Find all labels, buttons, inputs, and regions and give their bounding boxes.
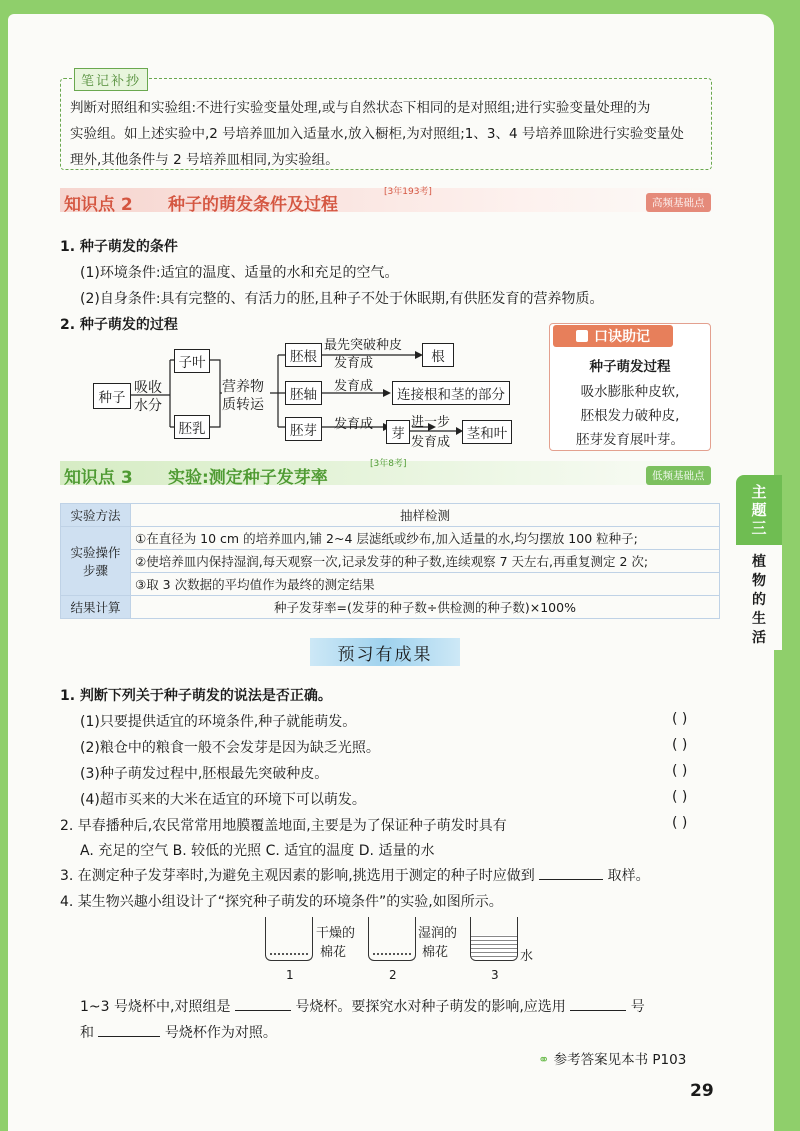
flow-hypocotyl: 胚轴 xyxy=(285,381,322,405)
answer-paren[interactable]: ( ) xyxy=(672,789,688,805)
flow-absorb-1: 吸收 xyxy=(134,380,162,396)
pencil-icon xyxy=(576,330,588,342)
note-line-1: 判断对照组和实验组:不进行实验变量处理,或与自然状态下相同的是对照组;进行实验变量处理的为 xyxy=(70,100,651,116)
result-header: 结果计算 xyxy=(61,596,131,619)
flow-arrow xyxy=(410,424,464,438)
beaker-2-label-2: 棉花 xyxy=(422,945,449,960)
water-fill xyxy=(471,935,517,960)
mnemonic-title xyxy=(553,325,673,347)
flow-absorb-2: 水分 xyxy=(134,398,162,414)
question-3-text: 3. 在测定种子发芽率时,为避免主观因素的影响,挑选用于测定的种子时应做到 xyxy=(60,868,535,884)
theme-char: 主 xyxy=(751,483,767,501)
flow-seed: 种子 xyxy=(93,383,131,409)
beaker-2-label-1: 湿润的 xyxy=(418,926,458,941)
theme-title-char: 的 xyxy=(752,592,766,608)
experiment-table xyxy=(60,503,720,619)
mnemonic-line-3: 胚芽发育展叶芽。 xyxy=(576,432,684,448)
flow-radicle: 胚根 xyxy=(285,343,322,367)
mnemonic-subtitle: 种子萌发过程 xyxy=(589,359,671,375)
question-4-line-1 xyxy=(80,996,645,1016)
note-line-2: 实验组。如上述实验中,2 号培养皿加入适量水,放入橱柜,为对照组;1、3、4 号培养皿除进行实验变量处 xyxy=(70,126,684,142)
kp2-heading-1: 1. 种子萌发的条件 xyxy=(60,239,178,255)
kp2-label: 知识点 2 xyxy=(64,195,133,215)
answer-paren[interactable]: ( ) xyxy=(672,737,688,753)
kp3-label: 知识点 3 xyxy=(64,468,133,488)
question-1-b: (2)粮仓中的粮食一般不会发芽是因为缺乏光照。 xyxy=(80,740,380,756)
question-4-text-b: 号烧杯。要探究水对种子萌发的影响,应选用 xyxy=(295,999,566,1015)
question-4-text-a: 1~3 号烧杯中,对照组是 xyxy=(80,999,231,1015)
mnemonic-title-text: 口诀助记 xyxy=(594,329,650,345)
flow-bud: 芽 xyxy=(386,420,410,444)
steps-header: 实验操作步骤 xyxy=(61,527,131,596)
step-1: ①在直径为 10 cm 的培养皿内,铺 2~4 层滤纸或纱布,加入适量的水,均匀摆放 100 粒种子; xyxy=(131,527,720,550)
question-4-text-d: 和 xyxy=(80,1025,94,1041)
answer-reference xyxy=(538,1048,686,1068)
theme-title xyxy=(736,553,782,648)
flow-further-2: 发育成 xyxy=(411,435,451,450)
beaker-1-number: 1 xyxy=(286,968,294,982)
note-title: 笔记补抄 xyxy=(74,68,148,91)
flow-cotyledon: 子叶 xyxy=(174,349,210,373)
question-1-a: (1)只要提供适宜的环境条件,种子就能萌发。 xyxy=(80,714,357,730)
beaker-1-label-1: 干燥的 xyxy=(316,926,356,941)
self-condition: (2)自身条件:具有完整的、有活力的胚,且种子不处于休眠期,有供胚发育的营养物质。 xyxy=(80,291,604,307)
beaker-3-label: 水 xyxy=(520,949,534,964)
beaker-2-number: 2 xyxy=(389,968,397,982)
cotton-wet xyxy=(373,953,411,958)
kp2-title: 种子的萌发条件及过程 xyxy=(168,195,338,215)
flow-further-1: 进一步 xyxy=(411,415,451,430)
theme-title-char: 植 xyxy=(752,554,766,570)
flow-connect: 连接根和茎的部分 xyxy=(392,381,510,405)
kp3-title: 实验:测定种子发芽率 xyxy=(168,468,328,488)
method-value: 抽样检测 xyxy=(131,504,720,527)
answer-blank[interactable] xyxy=(570,1010,626,1011)
answer-paren[interactable]: ( ) xyxy=(672,815,688,831)
question-3-tail: 取样。 xyxy=(607,868,650,884)
answer-blank[interactable] xyxy=(539,879,603,880)
result-formula: 种子发芽率=(发芽的种子数÷供检测的种子数)×100% xyxy=(131,596,720,619)
theme-char: 题 xyxy=(751,501,767,519)
flow-break-seed: 最先突破种皮 xyxy=(324,338,403,353)
question-4-text-c: 号 xyxy=(630,999,645,1015)
page-number: 29 xyxy=(690,1081,714,1101)
question-2-options: A. 充足的空气 B. 较低的光照 C. 适宜的温度 D. 适量的水 xyxy=(80,843,435,859)
section-title: 预习有成果 xyxy=(310,638,460,666)
beaker-1-label-2: 棉花 xyxy=(320,945,347,960)
flow-develop-1: 发育成 xyxy=(334,356,374,371)
answer-blank[interactable] xyxy=(235,1010,291,1011)
flow-nutrient-2: 质转运 xyxy=(222,397,264,413)
answer-blank[interactable] xyxy=(98,1036,160,1037)
question-2: 2. 早春播种后,农民常常用地膜覆盖地面,主要是为了保证种子萌发时具有 xyxy=(60,818,507,834)
theme-title-char: 生 xyxy=(752,611,766,627)
flow-nutrient-1: 营养物 xyxy=(222,379,264,395)
question-1-c: (3)种子萌发过程中,胚根最先突破种皮。 xyxy=(80,766,329,782)
beaker-3-number: 3 xyxy=(491,968,499,982)
theme-title-char: 物 xyxy=(752,573,766,589)
question-4-line-2 xyxy=(80,1022,277,1042)
flow-develop-3: 发育成 xyxy=(334,417,374,432)
theme-char: 三 xyxy=(751,519,767,537)
flow-stem-leaf: 茎和叶 xyxy=(462,420,512,444)
theme-title-char: 活 xyxy=(752,630,766,646)
question-4-text-e: 号烧杯作为对照。 xyxy=(164,1025,277,1041)
flow-endosperm: 胚乳 xyxy=(174,415,210,439)
answer-paren[interactable]: ( ) xyxy=(672,763,688,779)
theme-tab xyxy=(736,475,782,545)
question-3 xyxy=(60,865,650,885)
env-condition: (1)环境条件:适宜的温度、适量的水和充足的空气。 xyxy=(80,265,399,281)
step-3: ③取 3 次数据的平均值作为最终的测定结果 xyxy=(131,573,720,596)
question-1: 1. 判断下列关于种子萌发的说法是否正确。 xyxy=(60,688,332,704)
note-line-3: 理外,其他条件与 2 号培养皿相同,为实验组。 xyxy=(70,152,339,168)
method-header: 实验方法 xyxy=(61,504,131,527)
answer-reference-text: 参考答案见本书 P103 xyxy=(553,1052,687,1068)
question-1-d: (4)超市买来的大米在适宜的环境下可以萌发。 xyxy=(80,792,366,808)
answer-paren[interactable]: ( ) xyxy=(672,711,688,727)
mnemonic-line-1: 吸水膨胀种皮软, xyxy=(580,384,680,400)
flow-root: 根 xyxy=(422,343,454,367)
kp2-heading-2: 2. 种子萌发的过程 xyxy=(60,317,178,333)
kp2-badge: 高频基础点 xyxy=(646,193,711,212)
kp3-badge: 低频基础点 xyxy=(646,466,711,485)
link-icon: ⚭ xyxy=(538,1052,550,1068)
kp2-frequency: [3年193考] xyxy=(384,187,432,197)
flow-plumule: 胚芽 xyxy=(285,417,322,441)
cotton-dry xyxy=(270,953,308,958)
question-4: 4. 某生物兴趣小组设计了“探究种子萌发的环境条件”的实验,如图所示。 xyxy=(60,894,503,910)
mnemonic-line-2: 胚根发力破种皮, xyxy=(580,408,680,424)
kp3-frequency: [3年8考] xyxy=(370,459,407,469)
flow-develop-2: 发育成 xyxy=(334,379,374,394)
step-2: ②使培养皿内保持湿润,每天观察一次,记录发芽的种子数,连续观察 7 天左右,再重复测定 2 次; xyxy=(131,550,720,573)
